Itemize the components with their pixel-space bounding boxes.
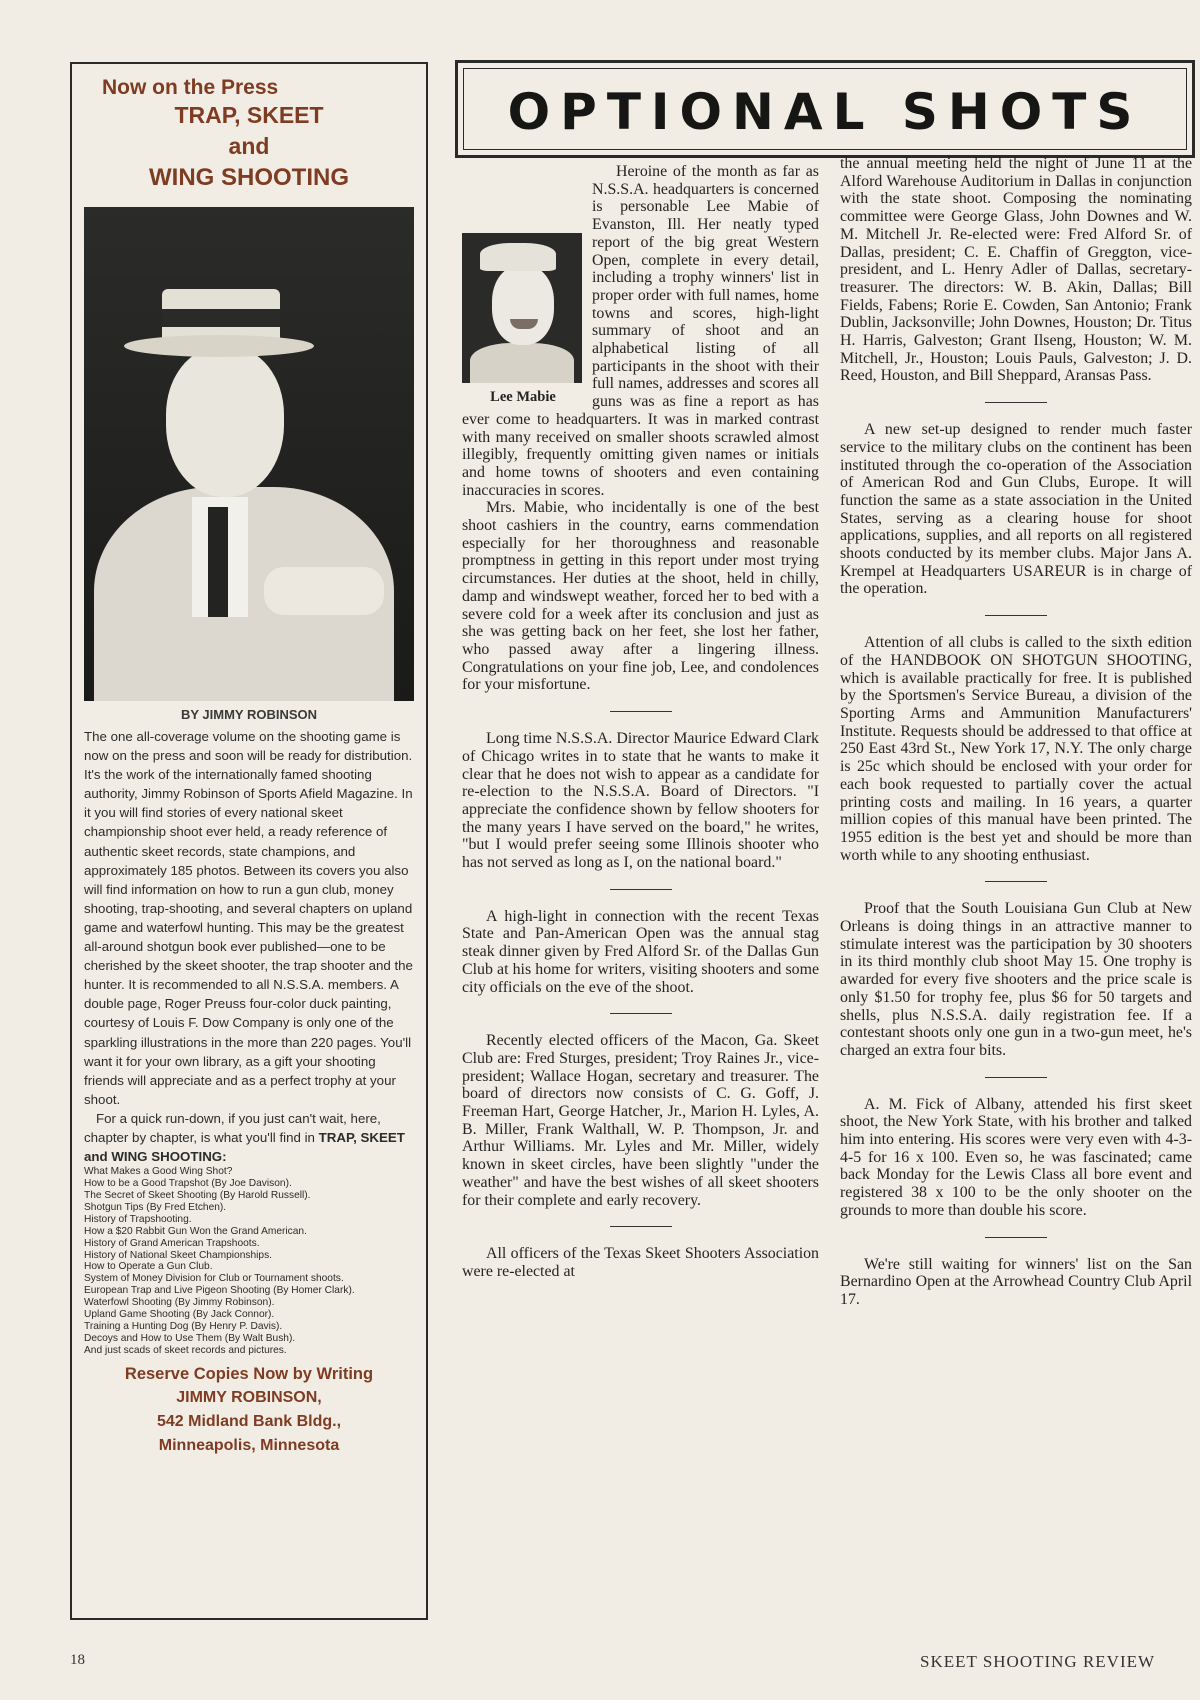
chapter-item: Training a Hunting Dog (By Henry P. Davis). xyxy=(84,1320,283,1332)
section-divider xyxy=(985,1237,1047,1238)
section-divider xyxy=(985,615,1047,616)
reserve-line3: 542 Midland Bank Bldg., xyxy=(156,1412,342,1430)
section-divider xyxy=(985,402,1047,403)
ad-order-info xyxy=(84,1362,414,1458)
chapter-item: Decoys and How to Use Them (By Walt Bush). xyxy=(84,1332,296,1344)
article-paragraph: Long time N.S.S.A. Director Maurice Edward Clark of Chicago writes in to state that he wants to make it clear that he does not wish to appear as a candidate for re-election to the N.S.S.A. Board of Directors. "I appreciate the confidence shown by fellow shooters for the many years I have served on the board," he writes, "but I would prefer seeing some Illinois shooter who has not served as long as I, on the national board." xyxy=(462,730,819,872)
banner-title: OPTIONAL SHOTS xyxy=(507,83,1143,141)
column-banner xyxy=(455,60,1195,158)
chapter-item: History of Grand American Trapshoots. xyxy=(84,1237,260,1249)
chapter-item: What Makes a Good Wing Shot? xyxy=(84,1166,233,1178)
article-paragraph: Proof that the South Louisiana Gun Club at New Orleans is doing things in an attractive manner to stimulate interest was the participation by 30 shooters in its third monthly club shoot May 15. One trophy is awarded for every five shooters and the price scale is only $1.50 for trophy fee, plus $6 for 50 targets and shells, plus N.S.S.A. daily registration fee. If a contestant shoots only one gun in a two-gun meet, he's charged an extra four bits. xyxy=(840,900,1192,1059)
chapter-item: History of National Skeet Championships. xyxy=(84,1249,272,1261)
section-divider xyxy=(610,889,672,890)
article-column-2 xyxy=(840,155,1192,1309)
section-divider xyxy=(985,1077,1047,1078)
section-divider xyxy=(985,881,1047,882)
article-paragraph: Recently elected officers of the Macon, Ga. Skeet Club are: Fred Sturges, president; Troy Raines Jr., vice-president; Wallace Hogan, secretary and treasurer. The board of directors now consists of C. G. Goff, J. Freeman Hart, George Hatcher, Jr., Marion H. Lyles, A. B. Miller, Frank Walthall, W. P. Thompson, Jr. and Arthur Williams. Mr. Lyles and Mr. Miller, widely known in skeet circles, have been slightly "under the weather" and have the best wishes of all skeet shooters for their complete and early recovery. xyxy=(462,1032,819,1209)
ad-body-paragraph-2 xyxy=(84,1109,414,1166)
reserve-line4: Minneapolis, Minnesota xyxy=(158,1436,340,1454)
chapter-item: How to Operate a Gun Club. xyxy=(84,1261,213,1273)
article-paragraph: A new set-up designed to render much faster service to the military clubs on the continent has been instituted through the co-operation of the Association of American Rod and Gun Clubs, Europe. It will function the same as a state association in the United States, serving as a clearing house for shoot applications, supplies, and all reports on all registered shoots conducted by its member clubs. Major Jans A. Krempel at Headquarters USAREUR is in charge of the operation. xyxy=(840,421,1192,598)
reserve-line2: JIMMY ROBINSON, xyxy=(176,1388,322,1406)
chapter-item: System of Money Division for Club or Tournament shoots. xyxy=(84,1273,344,1285)
chapter-item: How a $20 Rabbit Gun Won the Grand American. xyxy=(84,1225,307,1237)
ad-heading-line2: TRAP, SKEET xyxy=(174,102,324,128)
ad-body-paragraph: The one all-coverage volume on the shooting game is now on the press and soon will be ready for distribution. It's the work of the internationally famed shooting authority, Jimmy Robinson of Sports Afield Magazine. In it you will find stories of every national skeet championship shoot ever held, a ready reference of authentic skeet records, state champions, and approximately 185 photos. Between its covers you also will find information on how to run a gun club, money shooting, trap-shooting, and several chapters on upland game and waterfowl hunting. This may be the greatest all-around shotgun book ever published—one to be cherished by the skeet shooter, the trap shooter and the hunter. It is recommended to all N.S.S.A. members. A double page, Roger Preuss four-color duck painting, courtesy of Louis F. Dow Company is only one of the sparkling illustrations in the more than 220 pages. You'll want it for your own library, as a gift your shooting friends will appreciate and as a perfect trophy at your shoot. xyxy=(84,729,413,1107)
author-photo xyxy=(84,207,414,701)
ad-body-book-title: TRAP, SKEET and WING SHOOTING: xyxy=(84,1129,405,1165)
article-paragraph: Attention of all clubs is called to the sixth edition of the HANDBOOK ON SHOTGUN SHOOTING, which is available practically for free. It is published by the Sportsmen's Service Bureau, a division of the Sporting Arms and Ammunition Manufacturers' Institute. Requests should be addressed to that office at 250 East 43rd St., New York 17, N.Y. The only charge is 25c which should be enclosed with your order for each book requested to partially cover the actual printing costs and mailing. In 16 years, a quarter million copies of this manual have been printed. The 1955 edition is the best yet and should be more than worth while to any shooting enthusiast. xyxy=(840,634,1192,864)
chapter-item: European Trap and Live Pigeon Shooting (By Homer Clark). xyxy=(84,1285,355,1297)
chapter-item: The Secret of Skeet Shooting (By Harold Russell). xyxy=(84,1189,311,1201)
running-footer: SKEET SHOOTING REVIEW xyxy=(920,1652,1156,1671)
article-paragraph: A. M. Fick of Albany, attended his first skeet shoot, the New York State, with his brother and talked him into entering. His scores were very even with 4-3-4-5 for 16 x 100. Even so, he was fascinated; came back Monday for the Lewis Class all bore event and registered 38 x 100 to be the only shooter on the grounds to more than double his score. xyxy=(840,1095,1192,1219)
section-divider xyxy=(610,711,672,712)
photo-caption: Lee Mabie xyxy=(490,389,556,405)
article-paragraph: All officers of the Texas Skeet Shooters Association were re-elected at xyxy=(462,1245,819,1280)
section-divider xyxy=(610,1226,672,1227)
ad-heading-line4: WING SHOOTING xyxy=(149,164,349,191)
ad-body-lead: For a quick run-down, if you just can't wait, here, chapter by chapter, is what you'll find in xyxy=(84,1110,381,1145)
article-paragraph: the annual meeting held the night of June 11 at the Alford Warehouse Auditorium in Dallas in conjunction with the state shoot. Composing the nominating committee were George Glass, John Downes and W. M. Mitchell Jr. Re-elected were: Fred Alford Sr. of Dallas, president; C. E. Chaffin of Greggton, vice-president, and L. Henry Adler of Dallas, secretary-treasurer. The directors: W. B. Akin, Dallas; Bill Fields, Fabens; Rorie E. Cowden, San Antonio; Frank Dublin, Jacksonville; John Downes, Houston; Dr. Titus H. Harris, Galveston; Grant Ilseng, Houston; W. M. Mitchell, Jr., Houston; Louis Pauls, Galveston; J. D. Reed, Houston, and Bill Sheppard, Aransas Pass. xyxy=(840,155,1192,385)
book-advertisement xyxy=(70,62,428,1620)
reserve-line1: Reserve Copies Now by Writing xyxy=(124,1364,374,1383)
article-column-1 xyxy=(462,163,819,1281)
chapter-item: History of Trapshooting. xyxy=(84,1213,192,1225)
chapter-item: Shotgun Tips (By Fred Etchen). xyxy=(84,1201,227,1213)
portrait-photo xyxy=(462,233,582,383)
page-number: 18 xyxy=(70,1652,85,1668)
article-paragraph: Mrs. Mabie, who incidentally is one of the best shoot cashiers in the country, earns commendation especially for her thoroughness and reasonable promptness in getting in this report under most trying circumstances. Her duties at the shoot, held in chilly, damp and windswept weather, forced her to bed with a severe cold for a week after its conclusion and just as she was getting back on her feet, she lost her father, who passed away after a lingering illness. Congratulations on your fine job, Lee, and condolences for your misfortune. xyxy=(462,499,819,694)
article-paragraph: We're still waiting for winners' list on the San Bernardino Open at the Arrowhead Country Club April 17. xyxy=(840,1255,1192,1308)
chapter-item: Waterfowl Shooting (By Jimmy Robinson). xyxy=(84,1297,275,1309)
section-divider xyxy=(610,1013,672,1014)
ad-heading-line3: and xyxy=(228,133,270,159)
chapter-item: How to be a Good Trapshot (By Joe Davison). xyxy=(84,1178,292,1190)
chapter-list xyxy=(84,1166,414,1357)
ad-body xyxy=(84,727,414,1166)
article-paragraph: Heroine of the month as far as N.S.S.A. headquarters is concerned is personable Lee Mabie of Evanston, Ill. Her neatly typed report of the big great Western Open, complete in every detail, including a trophy winners' list in proper order with full names, home towns and scores, high-light summary of shoot and an alphabetical listing of all participants in the shoot with their full names, addresses and scores all guns was as fine a report as has ever come to headquarters. It was in marked contrast with many received on smaller shoots scrawled almost illegibly, frequently omitting given names or initials and home towns of shooters and even containing inaccuracies in scores. xyxy=(462,163,819,499)
chapter-item: And just scads of skeet records and pictures. xyxy=(84,1344,287,1356)
article-paragraph: A high-light in connection with the recent Texas State and Pan-American Open was the annual stag steak dinner given by Fred Alford Sr. of the Dallas Gun Club at his home for writers, visiting shooters and some city officials on the eve of the shoot. xyxy=(462,907,819,996)
ad-heading xyxy=(102,76,414,193)
inset-photo xyxy=(462,233,584,407)
ad-heading-line1: Now on the Press xyxy=(102,76,279,99)
chapter-item: Upland Game Shooting (By Jack Connor). xyxy=(84,1309,275,1321)
ad-byline: BY JIMMY ROBINSON xyxy=(180,707,318,722)
